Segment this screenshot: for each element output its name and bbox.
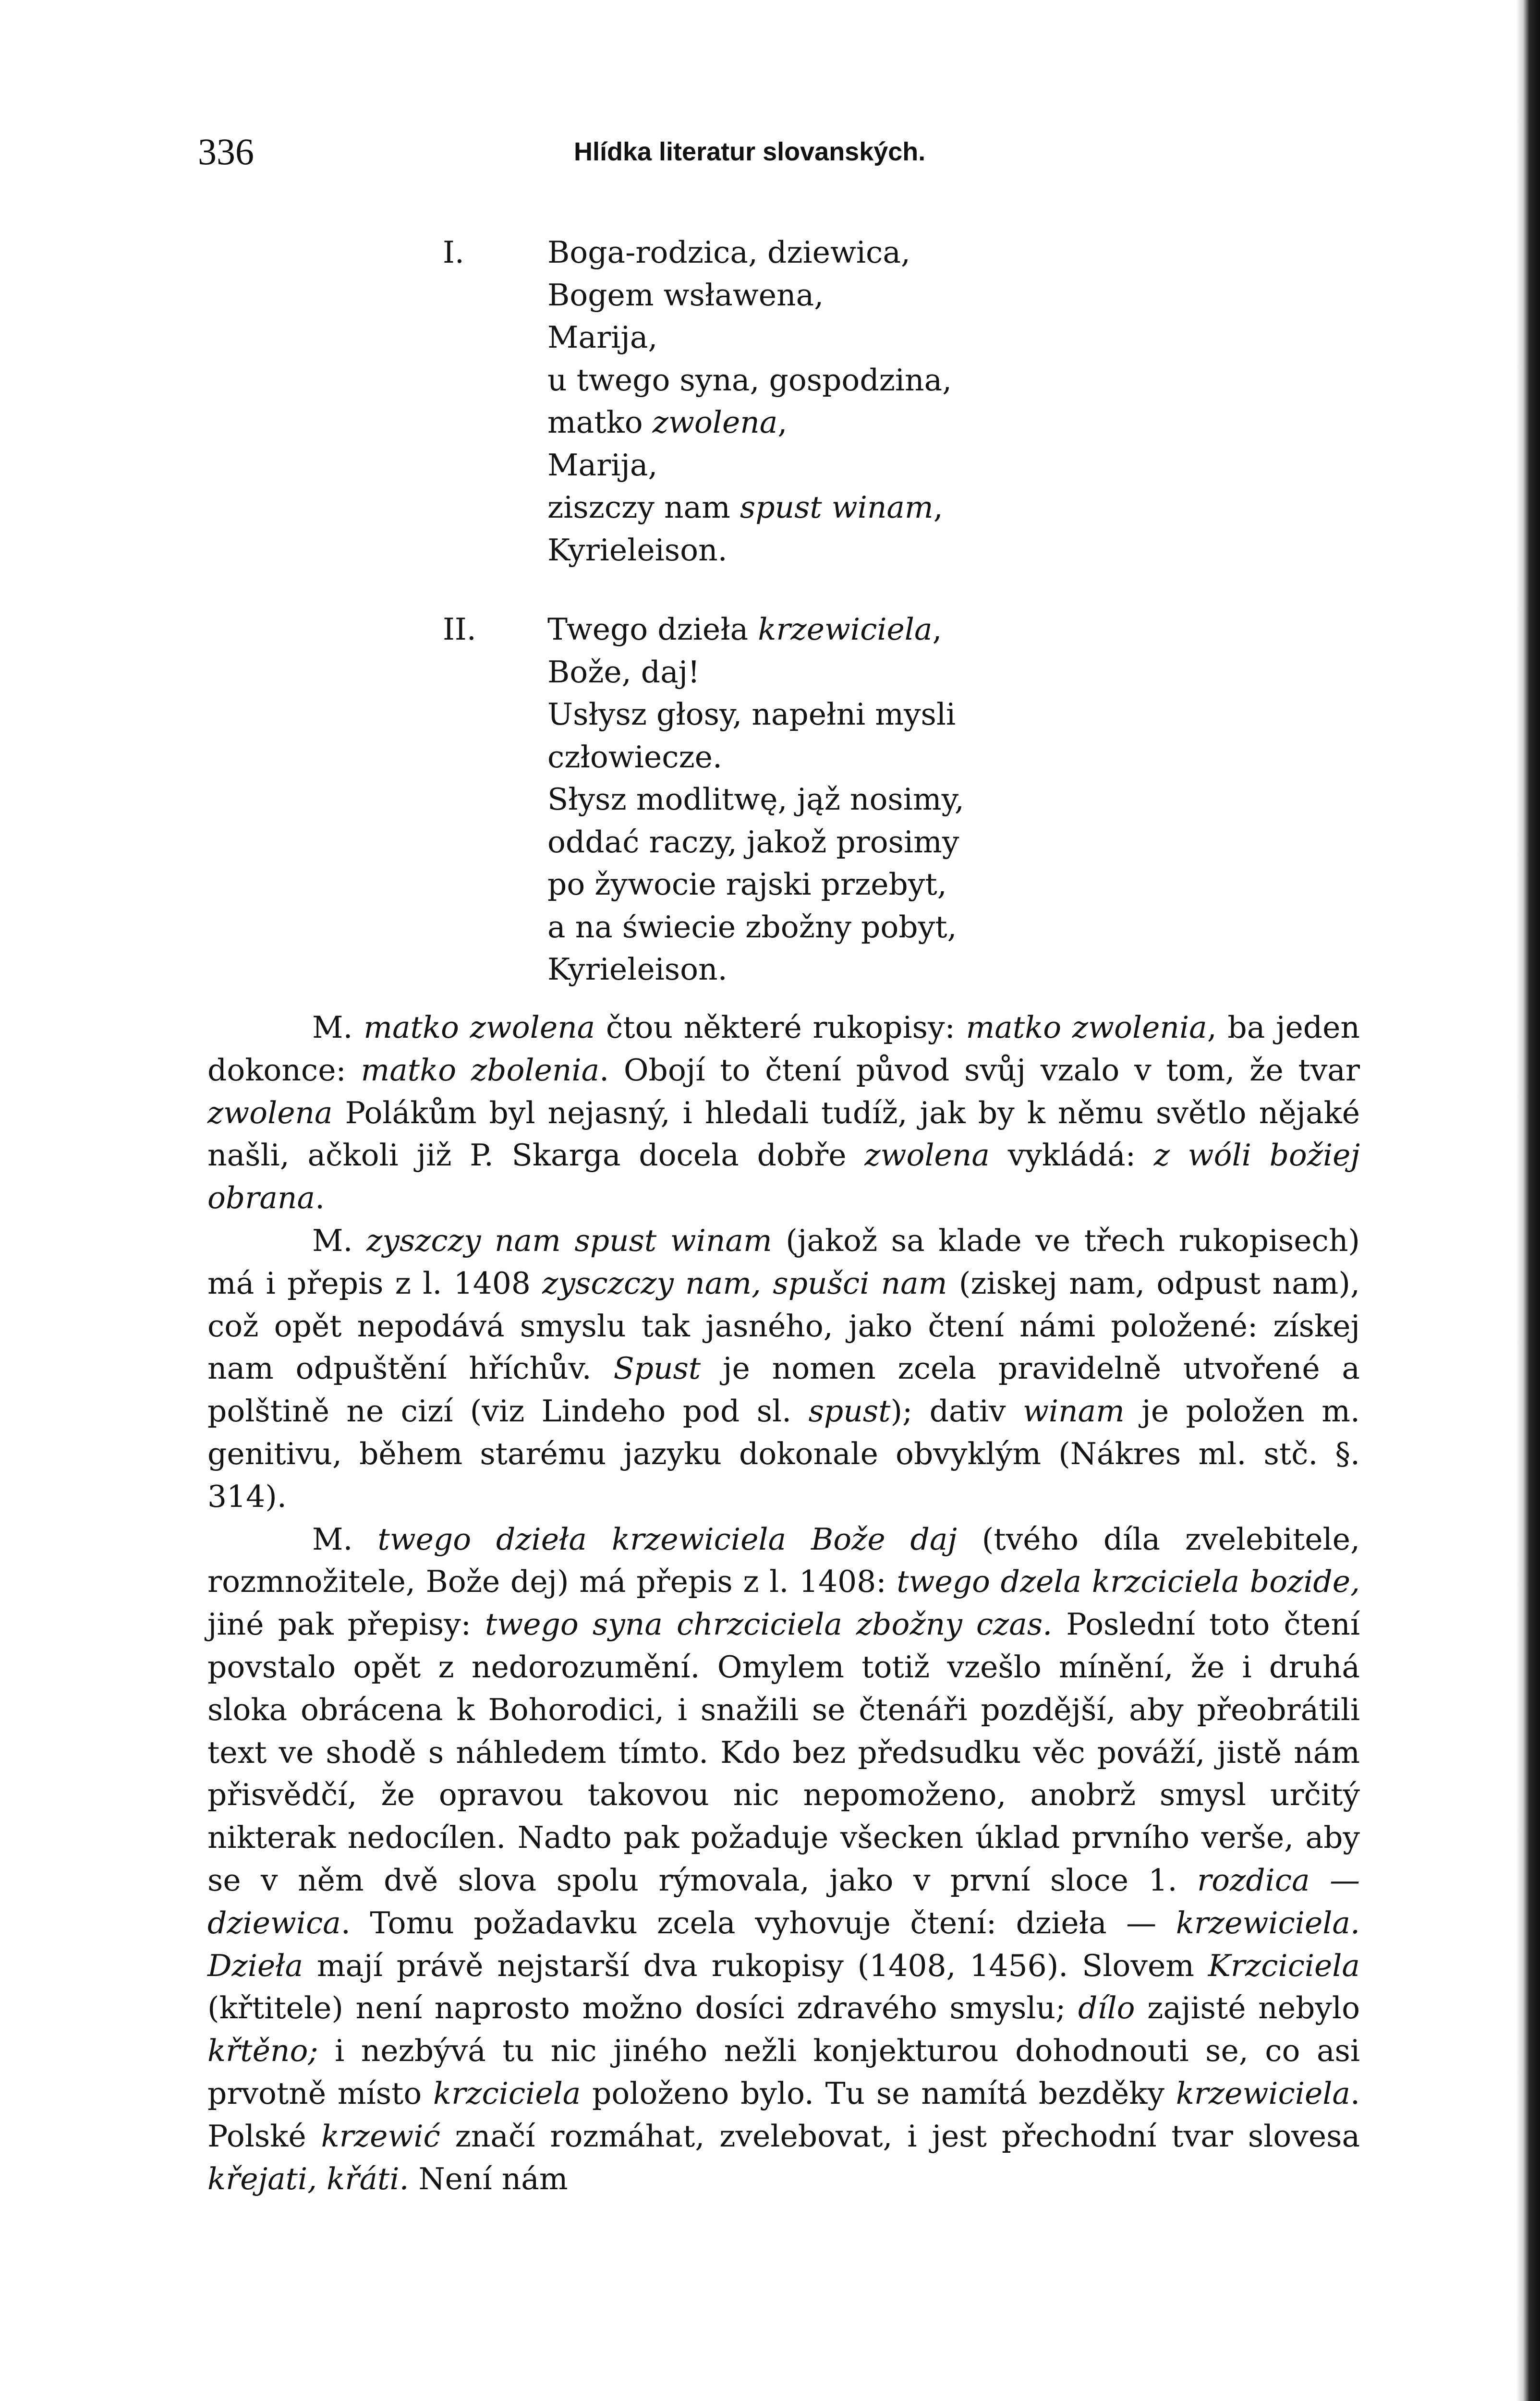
verse-line <box>547 316 1076 359</box>
text-run: Twego dzieła <box>547 612 758 647</box>
verse-line <box>547 486 1076 529</box>
text-run: jiné pak přepisy: <box>207 1607 485 1642</box>
text-run: čtou některé rukopisy: <box>595 1010 966 1045</box>
stanza-lines <box>547 608 1076 991</box>
italic-run: krzewiciela. Dzieła <box>207 1905 1360 1983</box>
italic-run: krzewić <box>321 2118 440 2154</box>
verse-line <box>547 906 1076 949</box>
verse-line <box>547 651 1076 694</box>
text-run: vykládá: <box>989 1138 1154 1173</box>
text-run: Usłysz głosy, napełni mysli <box>547 697 956 732</box>
italic-run: Spust <box>613 1351 701 1386</box>
italic-run: twego dzela krzciciela bozide, <box>897 1564 1360 1600</box>
text-run: . Tomu požadavku zcela vyhovuje čtení: dzieła — <box>340 1905 1176 1940</box>
text-run: Není nám <box>409 2161 568 2196</box>
text-run: Polákům byl nejasný, i hledali tudíž, jak by k němu světlo nějaké našli, ačkoli již P. Skarga docela dobře <box>207 1095 1360 1173</box>
text-run: (křtitele) není naprosto možno dosíci zdravého smyslu; <box>207 1990 1078 2026</box>
text-run: i nezbývá tu nic jiného nežli konjekturou dohodnouti se, co asi prvotně místo <box>207 2033 1360 2111</box>
text-run: M. <box>312 1010 364 1045</box>
verse-line <box>547 948 1076 991</box>
text-run: człowiecze. <box>547 739 722 775</box>
text-run: je položen m. genitivu, během starému jazyku dokonale obvyklým (Nákres ml. stč. §. 314). <box>207 1394 1360 1514</box>
page-number: 336 <box>198 131 254 172</box>
verse-line <box>547 608 1076 651</box>
verse-line <box>547 444 1076 487</box>
text-run: položeno bylo. Tu se namítá bezděky <box>581 2075 1176 2111</box>
italic-run: matko zbolenia <box>361 1052 600 1088</box>
stanza-numeral: I. <box>443 235 464 270</box>
text-run: Kyrieleison. <box>547 532 728 568</box>
text-run: matko <box>547 405 653 440</box>
text-run: . Obojí to čtení původ svůj vzalo v tom, že tvar <box>599 1052 1360 1088</box>
text-run: M. <box>312 1223 367 1258</box>
italic-run: rozdica — dziewica <box>207 1862 1360 1940</box>
verse-line <box>547 274 1076 317</box>
text-run: Marija, <box>547 320 658 355</box>
text-run: po žywocie rajski przebyt, <box>547 867 947 902</box>
italic-run: matko zwolena <box>364 1010 595 1045</box>
text-run: značí rozmáhat, zvelebovat, i jest přechodní tvar slovesa <box>440 2118 1360 2154</box>
verse-line <box>547 231 1076 274</box>
text-run: ); dativ <box>890 1394 1023 1429</box>
commentary-text <box>207 1006 1360 2200</box>
italic-run: křtěno; <box>207 2033 318 2069</box>
italic-run: zwolena <box>652 405 778 440</box>
text-run: u twego syna, gospodzina, <box>547 362 952 398</box>
text-run: (jakož sa klade ve třech rukopisech) má i přepis z l. 1408 <box>207 1223 1360 1301</box>
italic-run: spust <box>808 1394 891 1429</box>
italic-run: twego syna chrzciciela zbožny czas. <box>485 1607 1053 1642</box>
verse-line <box>547 736 1076 779</box>
text-run: . <box>315 1180 325 1216</box>
text-run: zajisté nebylo <box>1135 1990 1360 2026</box>
commentary-paragraph <box>207 1006 1360 1220</box>
text-run: Słysz modlitwę, jąž nosimy, <box>547 782 964 817</box>
text-run: (tvého díla zvelebitele, rozmnožitele, Bože dej) má přepis z l. 1408: <box>207 1521 1360 1600</box>
text-run: , <box>932 612 942 647</box>
page-right-edge-shadow <box>1516 0 1540 2401</box>
text-run: Bože, daj! <box>547 654 700 690</box>
stanza-lines <box>547 231 1076 571</box>
italic-run: krzciciela <box>433 2075 581 2111</box>
text-run: , <box>933 490 943 525</box>
italic-run: Krzciciela <box>1208 1948 1360 1983</box>
italic-run: z wóli božiej obrana <box>207 1138 1360 1216</box>
text-run: oddać raczy, jakož prosimy <box>547 824 959 860</box>
text-run: (ziskej nam, odpust nam), což opět nepodává smyslu tak jasného, jako čtení námi položené: získej nam odpuštění hříchův. <box>207 1265 1360 1386</box>
text-run: Marija, <box>547 447 658 483</box>
italic-run: zwolena <box>207 1095 333 1130</box>
italic-run: krzewiciela <box>1176 2075 1350 2111</box>
text-run: Boga-rodzica, dziewica, <box>547 235 910 270</box>
verse-line <box>547 778 1076 821</box>
text-run: je nomen zcela pravidelně utvořené a polštině ne cizí (viz Lindeho pod sl. <box>207 1351 1360 1429</box>
text-run: Poslední toto čtení povstalo opět z nedorozumění. Omylem totiž vzešlo mínění, že i druhá sloka obrácena k Bohorodici, i snažili se čtenáři pozdější, aby přeobrátili text ve shodě s náhledem tímto. Kdo bez předsudku věc pováží, jistě nám přisvědčí, že opravou takovou nic nepomoženo, anobrž smysl určitý nikterak nedocílen. Nadto pak požaduje všecken úklad prvního verše, aby se v něm dvě slova spolu rýmovala, jako v první sloce 1. <box>207 1607 1360 1898</box>
text-run: , <box>777 405 788 440</box>
italic-run: křejati, křáti. <box>207 2161 409 2196</box>
italic-run: matko zwolenia <box>966 1010 1207 1045</box>
italic-run: zysczczy nam, spušci nam <box>542 1265 947 1301</box>
text-run: ziszczy nam <box>547 490 740 525</box>
italic-run: winam <box>1022 1394 1125 1429</box>
verse-line <box>547 821 1076 864</box>
italic-run: twego dzieła krzewiciela Bože daj <box>377 1521 957 1557</box>
verse-line <box>547 863 1076 906</box>
verse-line <box>547 401 1076 444</box>
stanza-numeral: II. <box>443 612 476 647</box>
commentary-paragraph <box>207 1220 1360 1518</box>
italic-run: spust winam <box>740 490 934 525</box>
text-run: , ba jeden dokonce: <box>207 1010 1360 1088</box>
commentary-paragraph <box>207 1518 1360 2201</box>
verse-line <box>547 529 1076 572</box>
text-run: M. <box>312 1521 378 1557</box>
verse-line <box>547 359 1076 402</box>
italic-run: dílo <box>1078 1990 1135 2026</box>
text-run: . Polské <box>207 2075 1360 2154</box>
italic-run: krzewiciela <box>758 612 933 647</box>
text-run: Bogem wsławena, <box>547 277 824 313</box>
text-run: Kyrieleison. <box>547 952 728 987</box>
text-run: a na świecie zbožny pobyt, <box>547 909 957 945</box>
verse-line <box>547 693 1076 736</box>
running-title: Hlídka literatur slovanských. <box>574 137 926 166</box>
text-run: mají právě nejstarší dva rukopisy (1408, 1456). Slovem <box>303 1948 1208 1983</box>
italic-run: zwolena <box>864 1138 990 1173</box>
italic-run: zyszczy nam spust winam <box>366 1223 772 1258</box>
